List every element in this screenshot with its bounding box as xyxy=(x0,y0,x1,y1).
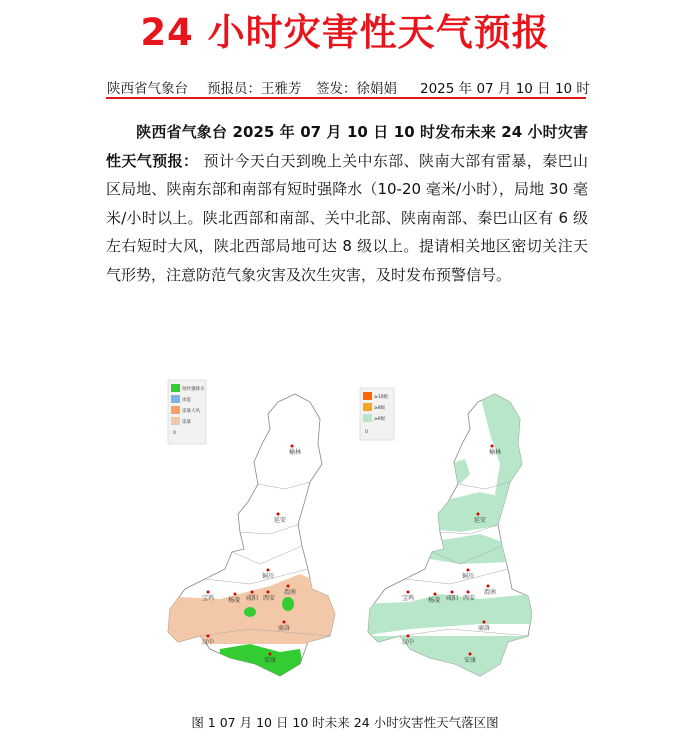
issue-datetime: 2025 年 07 月 10 日 10 时 xyxy=(420,81,590,97)
legend-label: 雷暴 xyxy=(182,420,191,425)
city-label: 宝鸡 xyxy=(202,595,215,602)
city-label: 铜川 xyxy=(262,573,275,580)
forecast-lead: 陕西省气象台 2025 年 07 月 10 日 10 时发布未来 24 小时灾害性天气预报： xyxy=(106,123,588,170)
forecast-maps xyxy=(160,374,532,700)
city-label: 商洛 xyxy=(478,625,491,632)
figure-caption: 图 1 07 月 10 日 10 时未来 24 小时灾害性天气落区图 xyxy=(191,715,499,730)
city-label: 安康 xyxy=(264,657,277,664)
city-label: 商洛 xyxy=(278,625,291,632)
legend-label: ≥8级 xyxy=(374,406,386,411)
city-label: 咸阳 xyxy=(446,595,459,602)
heavy-rain-area-east xyxy=(282,597,294,611)
page-title: 24 小时灾害性天气预报 xyxy=(140,11,550,54)
city-label: 杨凌 xyxy=(228,597,241,604)
legend-left xyxy=(168,380,206,444)
signer: 签发：徐娟娟 xyxy=(316,81,397,97)
legend-label: ≥10级 xyxy=(374,395,388,400)
legend-right xyxy=(360,388,394,440)
legend-label: ≥6级 xyxy=(374,417,386,422)
legend-label: 冰雹 xyxy=(182,398,191,403)
gale-area-south xyxy=(360,636,532,684)
level8-area xyxy=(420,474,440,490)
legend-label: 0 xyxy=(365,430,368,435)
legend-label: 0 xyxy=(173,431,176,436)
city-label: 渭南 xyxy=(484,589,497,596)
left-map xyxy=(160,380,340,679)
city-label: 汉中 xyxy=(402,639,415,646)
city-label: 咸阳 xyxy=(246,595,259,602)
city-label: 延安 xyxy=(274,517,287,524)
city-label: 西安 xyxy=(463,595,476,602)
heavy-rain-area-central xyxy=(244,607,256,617)
city-label: 西安 xyxy=(263,595,276,602)
issuer: 陕西省气象台 xyxy=(107,81,188,97)
city-label: 汉中 xyxy=(202,639,215,646)
legend-label: 短时强降水 xyxy=(182,387,205,392)
city-label: 铜川 xyxy=(462,573,475,580)
city-label: 延安 xyxy=(474,517,487,524)
city-label: 渭南 xyxy=(284,589,297,596)
right-map xyxy=(360,388,532,684)
city-label: 杨凌 xyxy=(428,597,441,604)
legend-label: 雷暴大风 xyxy=(182,409,200,414)
forecast-text xyxy=(106,118,588,289)
city-label: 宝鸡 xyxy=(402,595,415,602)
city-label: 安康 xyxy=(464,657,477,664)
city-label: 榆林 xyxy=(289,449,302,456)
forecaster: 预报员：王雅芳 xyxy=(207,81,302,97)
forecast-content: 预计今天白天到晚上关中东部、陕南大部有雷暴，秦巴山区局地、陕南东部和南部有短时强降水（10-20 毫米/小时），局地 30 毫米/小时以上。陕北西部和南部、关中北部、陕南南部、秦巴山区有 6 级左右短时大风，陕北西部局地可达 8 级以上。提请相关地区密切关注天气形势，注意防范气象灾害及次生灾害，及时发布预警信号。 xyxy=(106,151,588,284)
header-divider xyxy=(106,97,586,99)
city-label: 榆林 xyxy=(489,449,502,456)
